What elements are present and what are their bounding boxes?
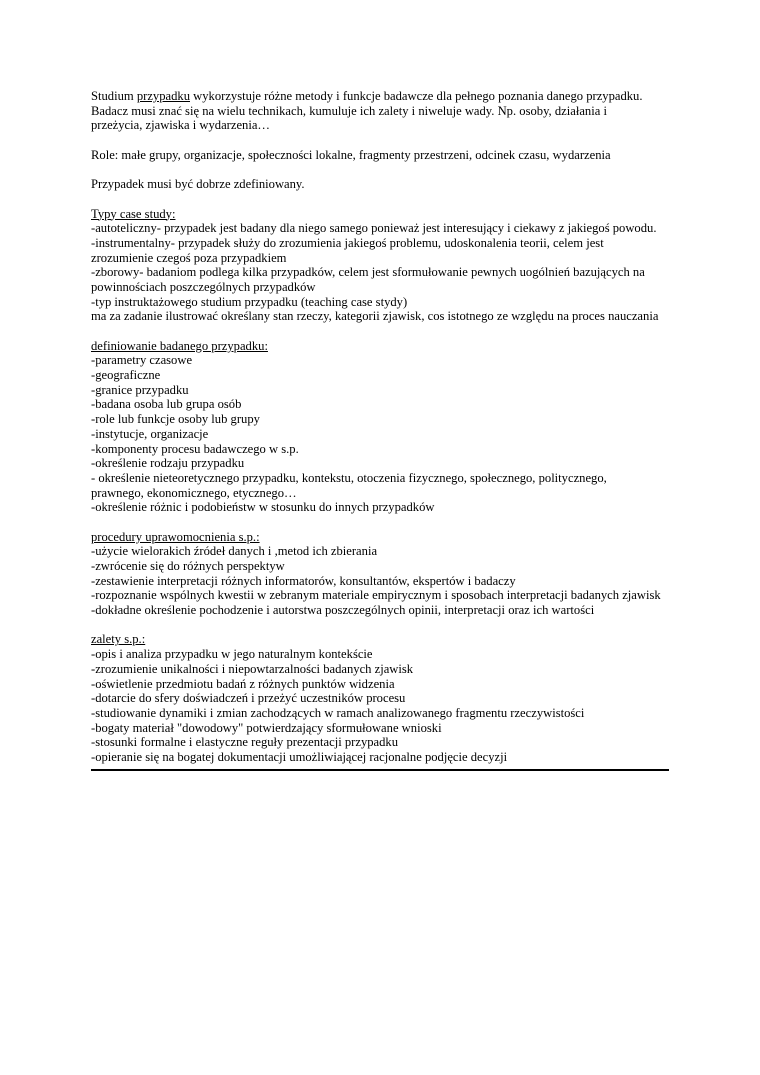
intro-line-2: Badacz musi znać się na wielu technikach, kumuluje ich zalety i niweluje wady. Np. osoby, działania i (91, 103, 607, 118)
advantages-line: -zrozumienie unikalności i niepowtarzalności badanych zjawisk (91, 661, 414, 676)
types-line: zrozumienie czegoś poza przypadkiem (91, 250, 287, 265)
types-line: powinnościach poszczególnych przypadków (91, 279, 316, 294)
definition-line: -badana osoba lub grupa osób (91, 397, 242, 412)
advantages-line: -opieranie się na bogatej dokumentacji umożliwiającej racjonalne podjęcie decyzji (91, 749, 508, 764)
spacer (91, 618, 681, 633)
definition-line: -komponenty procesu badawczego w s.p. (91, 441, 299, 456)
types-heading: Typy case study: (91, 206, 176, 221)
definition-line: -geograficzne (91, 368, 161, 383)
advantages-heading: zalety s.p.: (91, 632, 146, 647)
document-page (91, 89, 681, 765)
spacer (91, 133, 681, 148)
definition-line: -instytucje, organizacje (91, 426, 209, 441)
intro-line-3: przeżycia, zjawiska i wydarzenia… (91, 118, 271, 133)
intro-line-1 (91, 89, 681, 104)
procedures-line: -zestawienie interpretacji różnych informatorów, konsultantów, ekspertów i badaczy (91, 573, 516, 588)
advantages-line: -dotarcie do sfery doświadczeń i przeżyć uczestników procesu (91, 691, 406, 706)
advantages-line: -oświetlenie przedmiotu badań z różnych punktów widzenia (91, 676, 395, 691)
spacer (91, 515, 681, 530)
advantages-line: -stosunki formalne i elastyczne reguły prezentacji przypadku (91, 735, 399, 750)
procedures-line: -dokładne określenie pochodzenie i autorstwa poszczególnych opinii, interpretacji oraz ich wartości (91, 603, 595, 618)
definition-line: - określenie nieteoretycznego przypadku, kontekstu, otoczenia fizycznego, społecznego, politycznego, (91, 470, 607, 485)
spacer (91, 324, 681, 339)
horizontal-rule (91, 769, 669, 771)
types-line: ma za zadanie ilustrować określany stan rzeczy, kategorii zjawisk, cos istotnego ze względu na proces nauczania (91, 309, 659, 324)
definition-line: -granice przypadku (91, 382, 189, 397)
procedures-heading: procedury uprawomocnienia s.p.: (91, 529, 260, 544)
types-line: -zborowy- badaniom podlega kilka przypadków, celem jest sformułowanie pewnych uogólnień bazujących na (91, 265, 645, 280)
types-line: -autoteliczny- przypadek jest badany dla niego samego ponieważ jest interesujący i ciekawy z jakiegoś powodu. (91, 221, 657, 236)
procedures-line: -rozpoznanie wspólnych kwestii w zebranym materiale empirycznym i sposobach interpretacji badanych zjawisk (91, 588, 661, 603)
types-line: -typ instruktażowego studium przypadku (teaching case stydy) (91, 294, 408, 309)
definition-line: prawnego, ekonomicznego, etycznego… (91, 485, 297, 500)
przypadku-link[interactable]: przypadku (136, 89, 190, 103)
definition-line: -określenie rodzaju przypadku (91, 456, 245, 471)
advantages-line: -opis i analiza przypadku w jego naturalnym kontekście (91, 647, 373, 662)
procedures-line: -użycie wielorakich źródeł danych i ,metod ich zbierania (91, 544, 378, 559)
intro-text: Studium (91, 89, 137, 103)
definition-line: -role lub funkcje osoby lub grupy (91, 412, 260, 427)
types-line: -instrumentalny- przypadek służy do zrozumienia jakiegoś problemu, udoskonalenia teorii, celem jest (91, 235, 604, 250)
spacer (91, 162, 681, 177)
definition-line: -parametry czasowe (91, 353, 193, 368)
advantages-line: -bogaty materiał "dowodowy" potwierdzający sformułowane wnioski (91, 720, 442, 735)
advantages-line: -studiowanie dynamiki i zmian zachodzących w ramach analizowanego fragmentu rzeczywistości (91, 705, 585, 720)
roles-paragraph: Role: małe grupy, organizacje, społeczności lokalne, fragmenty przestrzeni, odcinek czasu, wydarzenia (91, 147, 611, 162)
definition-line: -określenie różnic i podobieństw w stosunku do innych przypadków (91, 500, 435, 515)
definition-heading: definiowanie badanego przypadku: (91, 338, 268, 353)
intro-text-cont: wykorzystuje różne metody i funkcje badawcze dla pełnego poznania danego przypadku. (190, 89, 643, 103)
defined-paragraph: Przypadek musi być dobrze zdefiniowany. (91, 177, 305, 192)
procedures-line: -zwrócenie się do różnych perspektyw (91, 559, 285, 573)
spacer (91, 192, 681, 207)
